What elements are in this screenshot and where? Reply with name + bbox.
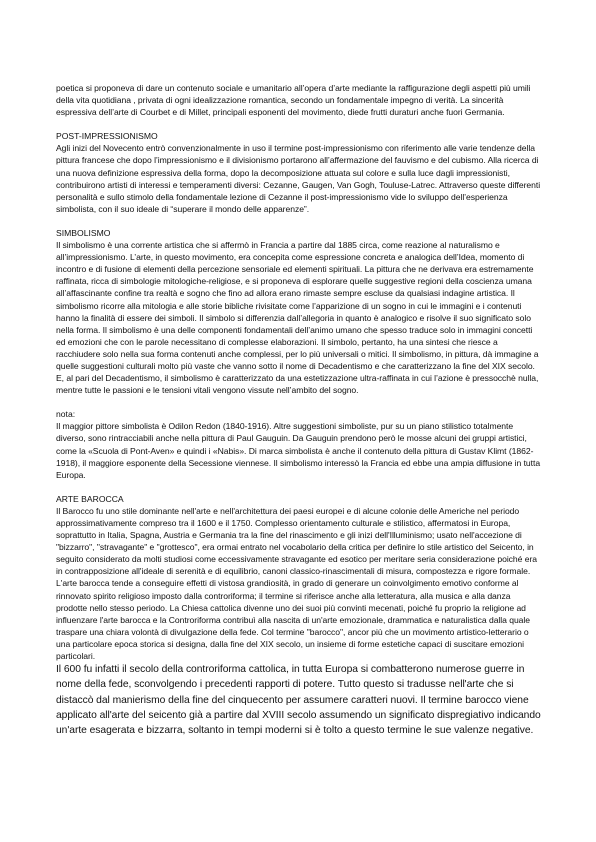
document-page	[56, 82, 542, 738]
spacer	[56, 396, 542, 408]
arte-barocca-heading: ARTE BAROCCA	[56, 493, 124, 504]
spacer	[56, 481, 542, 493]
nota-label: nota:	[56, 409, 76, 420]
spacer	[56, 118, 542, 130]
arte-barocca-large-paragraph: Il 600 fu infatti il secolo della controriforma cattolica, in tutta Europa si combatterono numerose guerre in nome della fede, sconvolgendo i precedenti rapporti di potere. Tutto questo si tradusse nell'arte che si distaccò dal manierismo della fine del cinquecento per assumere caratteri nuovi. Il termine barocco viene applicato all'arte del seicento già a partire dal XVIII secolo assumendo un significato dispregiativo indicando un'arte esagerata e bizzarra, soltanto in tempi moderni si è tolto a questo termine le sue valenze negative.	[56, 664, 541, 736]
intro-paragraph: poetica si proponeva di dare un contenuto sociale e umanitario all’opera d’arte mediante la raffigurazione degli aspetti più umili della vita quotidiana , privata di ogni idealizzazione romantica, secondo un fondamentale impegno di verità. La sincerità espressiva dell’arte di Courbet e di Millet, principali esponenti del movimento, diede frutti duraturi anche fuori Germania.	[56, 83, 531, 118]
post-impressionismo-paragraph: Agli inizi del Novecento entrò convenzionalmente in uso il termine post-impressionismo con riferimento alle varie tendenze della pittura francese che dopo l’impressionismo e il divisionismo portarono all’affermazione del fauvismo e del cubismo. Alla ricerca di una nuova definizione espressiva della forma, dopo la decomposizione attuata sul colore e sulla luce dagli impressionisti, contribuirono artisti di interessi e temperamenti diversi: Cezanne, Gaugen, Van Gogh, Touluse-Latrec. Attraverso queste differenti personalità e sullo stimolo della fondamentale lezione di Cezanne il post-impressionismo vide lo sviluppo dell’esperienza simbolista, con il suo ideale di “superare il mondo delle apparenze”.	[56, 143, 541, 214]
simbolismo-paragraph: Il simbolismo è una corrente artistica che si affermò in Francia a partire dal 1885 circa, come reazione al naturalismo e all’impressionismo. L’arte, in questo movimento, era concepita come espressione concreta e analogica dell’Idea, momento di incontro e di fusione di elementi della percezione sensoriale ed elementi spirituali. La pittura che ne derivava era estremamente raffinata, ricca di simbologie mitologiche-religiose, e si proponeva di esplorare quelle suggestive regioni della coscienza umana all’affascinante confine tra realtà e sogno che fino ad allora erano rimaste sempre escluse da qualsiasi indagine artistica. Il simbolismo ricorre alla mitologia e alle storie bibliche rivisitate come l’apparizione di un sogno in cui le immagini e i contenuti hanno la finalità di essere dei simboli. Il simbolo si differenzia dall’allegoria in quanto è analogico e risolve il suo significato solo nella forma. Il simbolismo è una delle componenti fondamentali dell’animo umano che spesso traduce solo in immagini concetti ed emozioni che con le parole necessitano di complesse elaborazioni. Il simbolo, pertanto, ha una sintesi che riesce a racchiudere solo nella sua forma contenuti anche complessi, per lo più universali o mitici. Il simbolismo, in pittura, dà immagine a quelle suggestioni culturali molto più vaste che vanno sotto il nome di Decadentismo e che caratterizzano la fine del XIX secolo. E, al pari del Decadentismo, il simbolismo è caratterizzato da una estetizzazione ultra-raffinata in cui l’azione è pressocchè nulla, mentre tutte le passioni e le tensioni vitali vengono vissute nell’ambito del sogno.	[56, 240, 539, 396]
simbolismo-heading: SIMBOLISMO	[56, 227, 111, 238]
post-impressionismo-heading: POST-IMPRESSIONISMO	[56, 131, 158, 142]
spacer	[56, 215, 542, 227]
arte-barocca-paragraph: Il Barocco fu uno stile dominante nell'arte e nell'architettura dei paesi europei e di alcune colonie delle Americhe nel periodo approssimativamente compreso tra il 1600 e il 1750. Complesso orientamento culturale e stilistico, affermatosi in Europa, soprattutto in Italia, Spagna, Austria e Germania tra la fine del rinascimento e gli inizi dell'Illuminismo; usato nell'accezione di "bizzarro", "stravagante" e "grottesco", era ormai entrato nel vocabolario della critica per definire lo stile artistico del Seicento, in seguito considerato da molti studiosi come eccessivamente stravagante ed esotico per meritare seria considerazione poiché era in contrapposizione all'ideale di serenità e di equilibrio, canoni classico-rinascimentali di misura, compostezza e rigore formale. L'arte barocca tende a conseguire effetti di vistosa grandiosità, in grado di generare un coinvolgimento emotivo conforme al rinnovato spirito religioso imposto dalla controriforma; il termine si riferisce anche alla letteratura, alla musica e alla danza prodotte nello stesso periodo. La Chiesa cattolica divenne uno dei suoi più convinti mecenati, poiché fu proprio la religione ad influenzare l'arte barocca e la Controriforma contribuì alla nascita di un'arte emozionale, drammatica e naturalistica dalla quale traspare una chiara volontà di divulgazione della fede. Col termine "barocco", ancor più che un movimento artistico-letterario o una particolare epoca storica si designa, dalla fine del XIX secolo, un insieme di forme estetiche capaci di suscitare emozioni particolari.	[56, 505, 537, 662]
nota-paragraph: Il maggior pittore simbolista è Odilon Redon (1840-1916). Altre suggestioni simboliste, pur su un piano stilistico totalmente diverso, sono rintracciabili anche nella pittura di Paul Gauguin. Da Gauguin prendono però le mosse alcuni dei gruppi artistici, come la «Scuola di Pont-Aven» e quindi i «Nabis». Di marca simbolista è anche il contenuto della pittura di Gustav Klimt (1862-1918), il maggiore esponente della Secessione viennese. Il simbolismo interessò la Francia ed ebbe una ampia diffusione in tutta Europa.	[56, 421, 541, 480]
